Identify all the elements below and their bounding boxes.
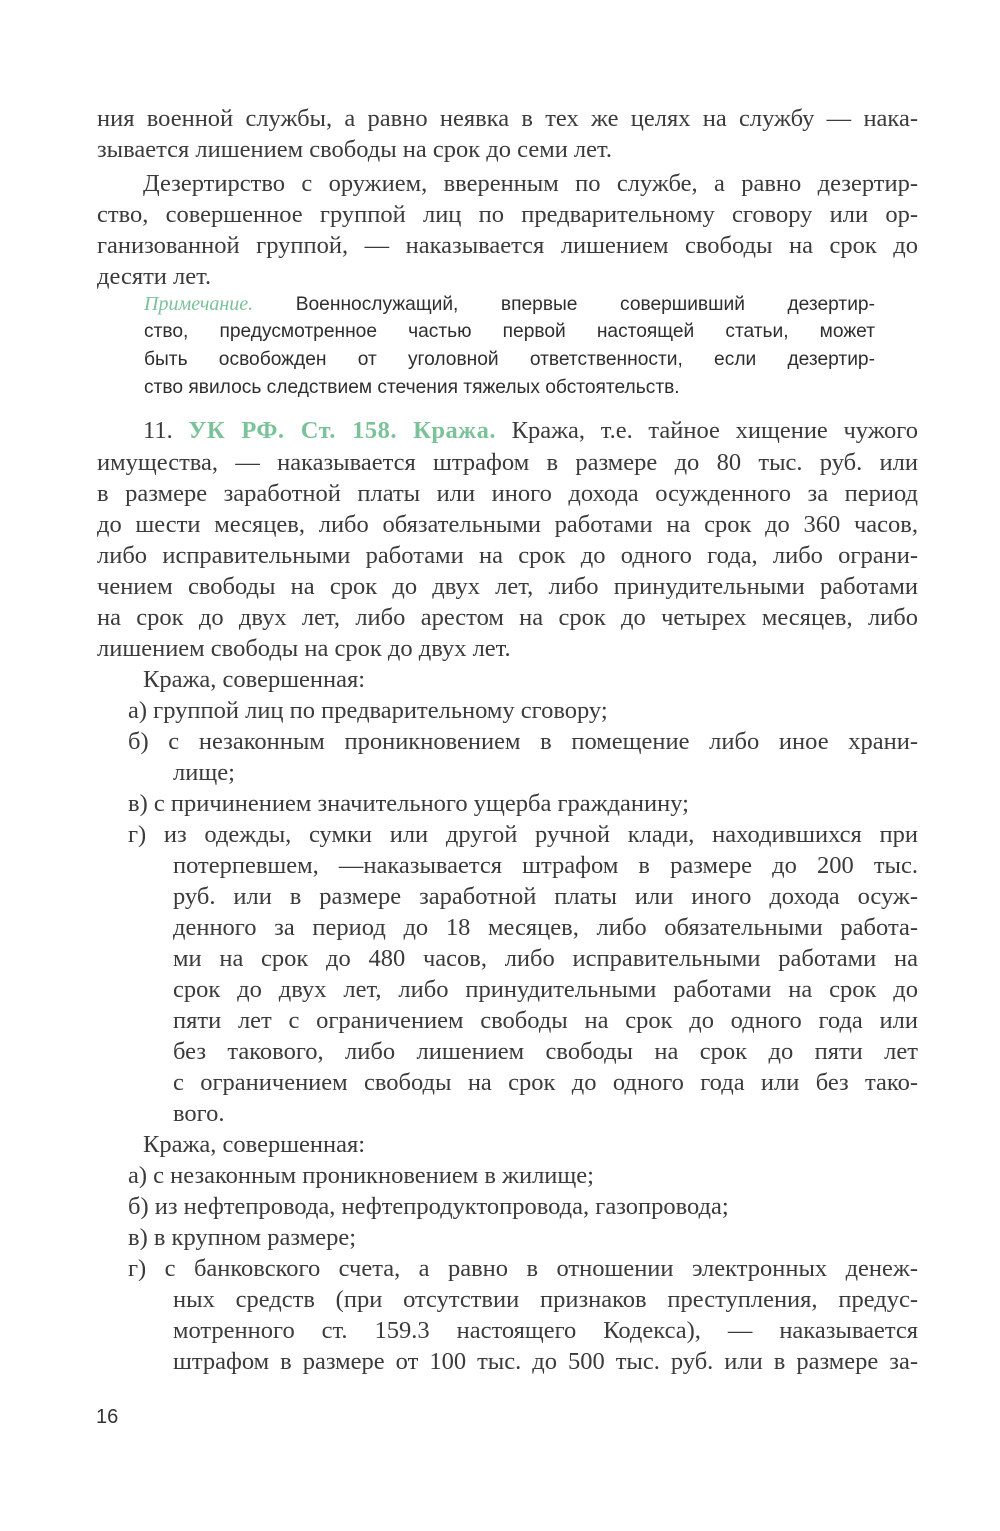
list-item: а) с незаконным проникновением в жилище; bbox=[128, 1162, 594, 1189]
text-line: лишением свободы на срок до двух лет. bbox=[97, 635, 511, 662]
note-line: ство явилось следствием стечения тяжелых обстоятельств. bbox=[144, 377, 680, 398]
list-item-cont: ных средств (при отсутствии признаков преступления, предус- bbox=[173, 1286, 918, 1313]
text-line: имущества, — наказывается штрафом в размере до 80 тыс. руб. или bbox=[97, 449, 918, 476]
list-intro: Кража, совершенная: bbox=[143, 1131, 366, 1158]
text-line: чением свободы на срок до двух лет, либо принудительными работами bbox=[97, 573, 918, 600]
note-label: Примечание. bbox=[144, 293, 254, 315]
list-item-cont: штрафом в размере от 100 тыс. до 500 тыс. руб. или в размере за- bbox=[173, 1348, 918, 1375]
list-item: г) из одежды, сумки или другой ручной клади, находившихся при bbox=[128, 821, 918, 848]
note-line bbox=[144, 290, 875, 318]
text-line: ганизованной группой, — наказывается лишением свободы на срок до bbox=[97, 232, 918, 259]
list-item-cont: лище; bbox=[173, 759, 235, 786]
article-heading-line bbox=[143, 416, 918, 446]
list-item-cont: с ограничением свободы на срок до одного года или без тако- bbox=[173, 1069, 918, 1096]
list-item-cont: без такового, либо лишением свободы на срок до пяти лет bbox=[173, 1038, 918, 1065]
article-text: Кража, т.е. тайное хищение чужого bbox=[511, 417, 918, 444]
article-number: 11. bbox=[143, 417, 173, 444]
list-item-cont: ми на срок до 480 часов, либо исправительными работами на bbox=[173, 945, 918, 972]
list-item: а) группой лиц по предварительному сговору; bbox=[128, 697, 608, 724]
text-line: либо исправительными работами на срок до одного года, либо ограни- bbox=[97, 542, 918, 569]
page-number: 16 bbox=[96, 1406, 119, 1428]
note-text: Военнослужащий, впервые совершивший дезертир- bbox=[295, 294, 875, 315]
text-line: до шести месяцев, либо обязательными работами на срок до 360 часов, bbox=[97, 511, 918, 538]
list-item: г) с банковского счета, а равно в отношении электронных денеж- bbox=[128, 1255, 918, 1282]
list-item-cont: пяти лет с ограничением свободы на срок до одного года или bbox=[173, 1007, 918, 1034]
list-item-cont: руб. или в размере заработной платы или иного дохода осуж- bbox=[173, 883, 918, 910]
list-item-cont: денного за период до 18 месяцев, либо обязательными работа- bbox=[173, 914, 918, 941]
list-item: б) с незаконным проникновением в помещение либо иное храни- bbox=[128, 728, 918, 755]
text-line: десяти лет. bbox=[97, 263, 212, 290]
list-item: в) в крупном размере; bbox=[128, 1224, 357, 1251]
list-item-cont: мотренного ст. 159.3 настоящего Кодекса), — наказывается bbox=[173, 1317, 918, 1344]
list-intro: Кража, совершенная: bbox=[143, 666, 366, 693]
text-line: на срок до двух лет, либо арестом на срок до четырех месяцев, либо bbox=[97, 604, 918, 631]
article-heading: УК РФ. Ст. 158. Кража. bbox=[188, 417, 496, 444]
list-item-cont: потерпевшем, —наказывается штрафом в размере до 200 тыс. bbox=[173, 852, 918, 879]
list-item-cont: срок до двух лет, либо принудительными работами на срок до bbox=[173, 976, 918, 1003]
list-item-cont: вого. bbox=[173, 1100, 225, 1127]
list-item: б) из нефтепровода, нефтепродуктопровода, газопровода; bbox=[128, 1193, 729, 1220]
text-line: ство, совершенное группой лиц по предварительному сговору или ор- bbox=[97, 201, 918, 228]
note-line: ство, предусмотренное частью первой настоящей статьи, может bbox=[144, 321, 875, 342]
text-line: зывается лишением свободы на срок до семи лет. bbox=[97, 136, 613, 163]
text-line: Дезертирство с оружием, вверенным по службе, а равно дезертир- bbox=[143, 170, 918, 197]
text-line: ния военной службы, а равно неявка в тех же целях на службу — нака- bbox=[97, 105, 918, 132]
note-line: быть освобожден от уголовной ответственности, если дезертир- bbox=[144, 349, 875, 370]
list-item: в) с причинением значительного ущерба гражданину; bbox=[128, 790, 689, 817]
text-line: в размере заработной платы или иного дохода осужденного за период bbox=[97, 480, 918, 507]
